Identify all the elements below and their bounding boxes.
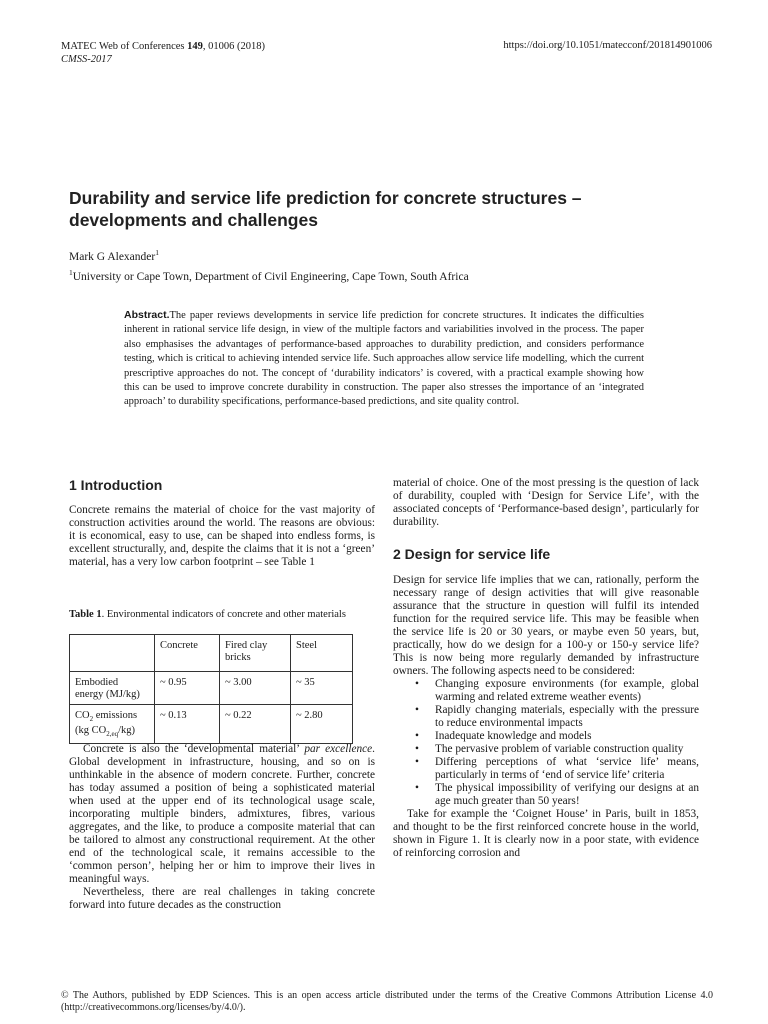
bullet-icon: • — [415, 730, 419, 742]
license-footer: © The Authors, published by EDP Sciences. This is an open access article distributed under the terms of the Creative Commons Attribution License 4.0 (http://creativecommons.org/licenses/by/4.0/). — [61, 990, 713, 1013]
list-item: • The pervasive problem of variable construction quality — [415, 743, 684, 755]
running-header — [61, 40, 265, 66]
section2-body — [393, 574, 699, 860]
table-cell: ~ 2.80 — [291, 705, 353, 744]
list-item: • Rapidly changing materials, especially with the pressure to reduce environmental impacts — [415, 704, 699, 729]
table-caption: Table 1. Environmental indicators of concrete and other materials — [69, 609, 346, 620]
abstract-label: Abstract. — [124, 309, 170, 321]
author-block — [69, 245, 469, 285]
table-header-row — [70, 635, 353, 672]
bullet-icon: • — [415, 678, 419, 690]
affiliation: $^1$University or Cape Town, Department of Civil Engineering, Cape Town, South Africa — [69, 267, 469, 283]
intro-paragraph-2: Concrete is also the ‘developmental material’ par excellence. Global development in infrastructure, housing, and so on is unthinkable in the absence of modern concrete. Further, concrete has today assumed a position of being a sophisticated material when used at the upper end of its technological usage scale, incorporating multiple binders, admixtures, fibres, various aggregates, and the like, to produce a composite material that can be tailored to almost any constructional requirement. At the other end of the technological scale, it remains accessible to the ‘common person’, helping her or him to improve their lives in meaningful ways. Nevertheless, there are real challenges in taking concrete forward into future decades as the construction — [69, 743, 375, 911]
abstract-text: The paper reviews developments in service life prediction for concrete structures. It indicates the difficulties inherent in rational service life design, in view of the multiple factors and variabilities involved in the process. The paper also emphasises the advantages of performance-based approaches to durability prediction, and considers performance testing, which is critical to achieving intended service life. Such approaches allow service life modelling, which the current prescriptive approaches do not. The concept of ‘durability indicators’ is covered, with a practical example showing how this can be used to improve concrete durability in construction. The paper also stresses the importance of an ‘integrated approach’ to durability specifications, performance-based predictions, and site quality control. — [124, 310, 644, 408]
section2-paragraph-1: Design for service life implies that we can, rationally, perform the necessary range of design activities that will give reasonable assurance that the structure in question will fulfil its intended function for the required service life. This may be feasible when the service life is 20 or 30 years, or maybe even 50 years, but, practically, how do we design for a 100-y or 150-y service life? This is now being more regularly demanded by infrastructure owners. The following aspects need to be considered: — [393, 574, 699, 677]
doi-link[interactable]: https://doi.org/10.1051/matecconf/201814901006 — [503, 40, 712, 51]
table-row — [70, 672, 353, 705]
table-cell: ~ 3.00 — [220, 672, 291, 705]
volume-number: 149 — [187, 41, 203, 52]
heading-design-for-service-life: 2 Design for service life — [393, 546, 551, 562]
conference-name: CMSS-2017 — [61, 54, 112, 65]
table-header-cell: Concrete — [155, 635, 220, 672]
list-item: • The physical impossibility of verifying our designs at an age much greater than 50 years! — [415, 782, 699, 807]
table-cell: $CO_2$ emissions (kg $CO_{2,eq}/kg$) — [70, 705, 155, 744]
intro-paragraph-3-continued: material of choice. One of the most pressing is the question of lack of durability, coupled with ‘Design for Service Life’, with the associated concepts of ‘Performance-based design’, particularly for durability. — [393, 477, 699, 528]
bullet-icon: • — [415, 782, 419, 794]
table-row — [70, 705, 353, 744]
table-cell: ~ 0.95 — [155, 672, 220, 705]
section2-paragraph-2: Take for example the ‘Coignet House’ in Paris, built in 1853, and thought to be the first reinforced concrete house in the world, shown in Figure 1. It is clearly now in a poor state, with evidence of reinforcing corrosion and — [393, 808, 699, 859]
list-item: • Inadequate knowledge and models — [415, 730, 592, 742]
bullet-icon: • — [415, 704, 419, 716]
list-item: • Differing perceptions of what ‘service life’ means, particularly in terms of ‘end of service life’ criteria — [415, 756, 699, 781]
table-cell: ~ 0.22 — [220, 705, 291, 744]
table-cell: ~ 35 — [291, 672, 353, 705]
environmental-indicators-table — [69, 634, 353, 744]
list-item: • Changing exposure environments (for example, global warming and related extreme weather events) — [415, 678, 699, 703]
heading-introduction: 1 Introduction — [69, 477, 163, 493]
table-header-cell — [70, 635, 155, 672]
bullet-icon: • — [415, 743, 419, 755]
intro-paragraph-3: Nevertheless, there are real challenges in taking concrete forward into future decades as the construction — [69, 886, 375, 911]
table-cell: Embodied energy (MJ/kg) — [70, 672, 155, 705]
table-header-cell: Fired clay bricks — [220, 635, 291, 672]
paper-title: Durability and service life prediction for concrete structures – developments and challenges — [69, 188, 582, 230]
abstract — [124, 308, 644, 410]
intro-paragraph-1: Concrete remains the material of choice for the vast majority of construction activities around the world. The reasons are obvious: it is economical, easy to use, can be shaped into endless forms, is excellent structurally, and, despite the claims that it is not a ‘green’ material, has a very low carbon footprint – see Table 1 — [69, 504, 375, 568]
journal-citation: MATEC Web of Conferences 149, 01006 (2018) — [61, 41, 265, 52]
bullet-icon: • — [415, 756, 419, 768]
table-cell: ~ 0.13 — [155, 705, 220, 744]
aspects-list — [393, 678, 699, 808]
table-header-cell: Steel — [291, 635, 353, 672]
author-name: Mark G Alexander$^1$ — [69, 248, 159, 263]
